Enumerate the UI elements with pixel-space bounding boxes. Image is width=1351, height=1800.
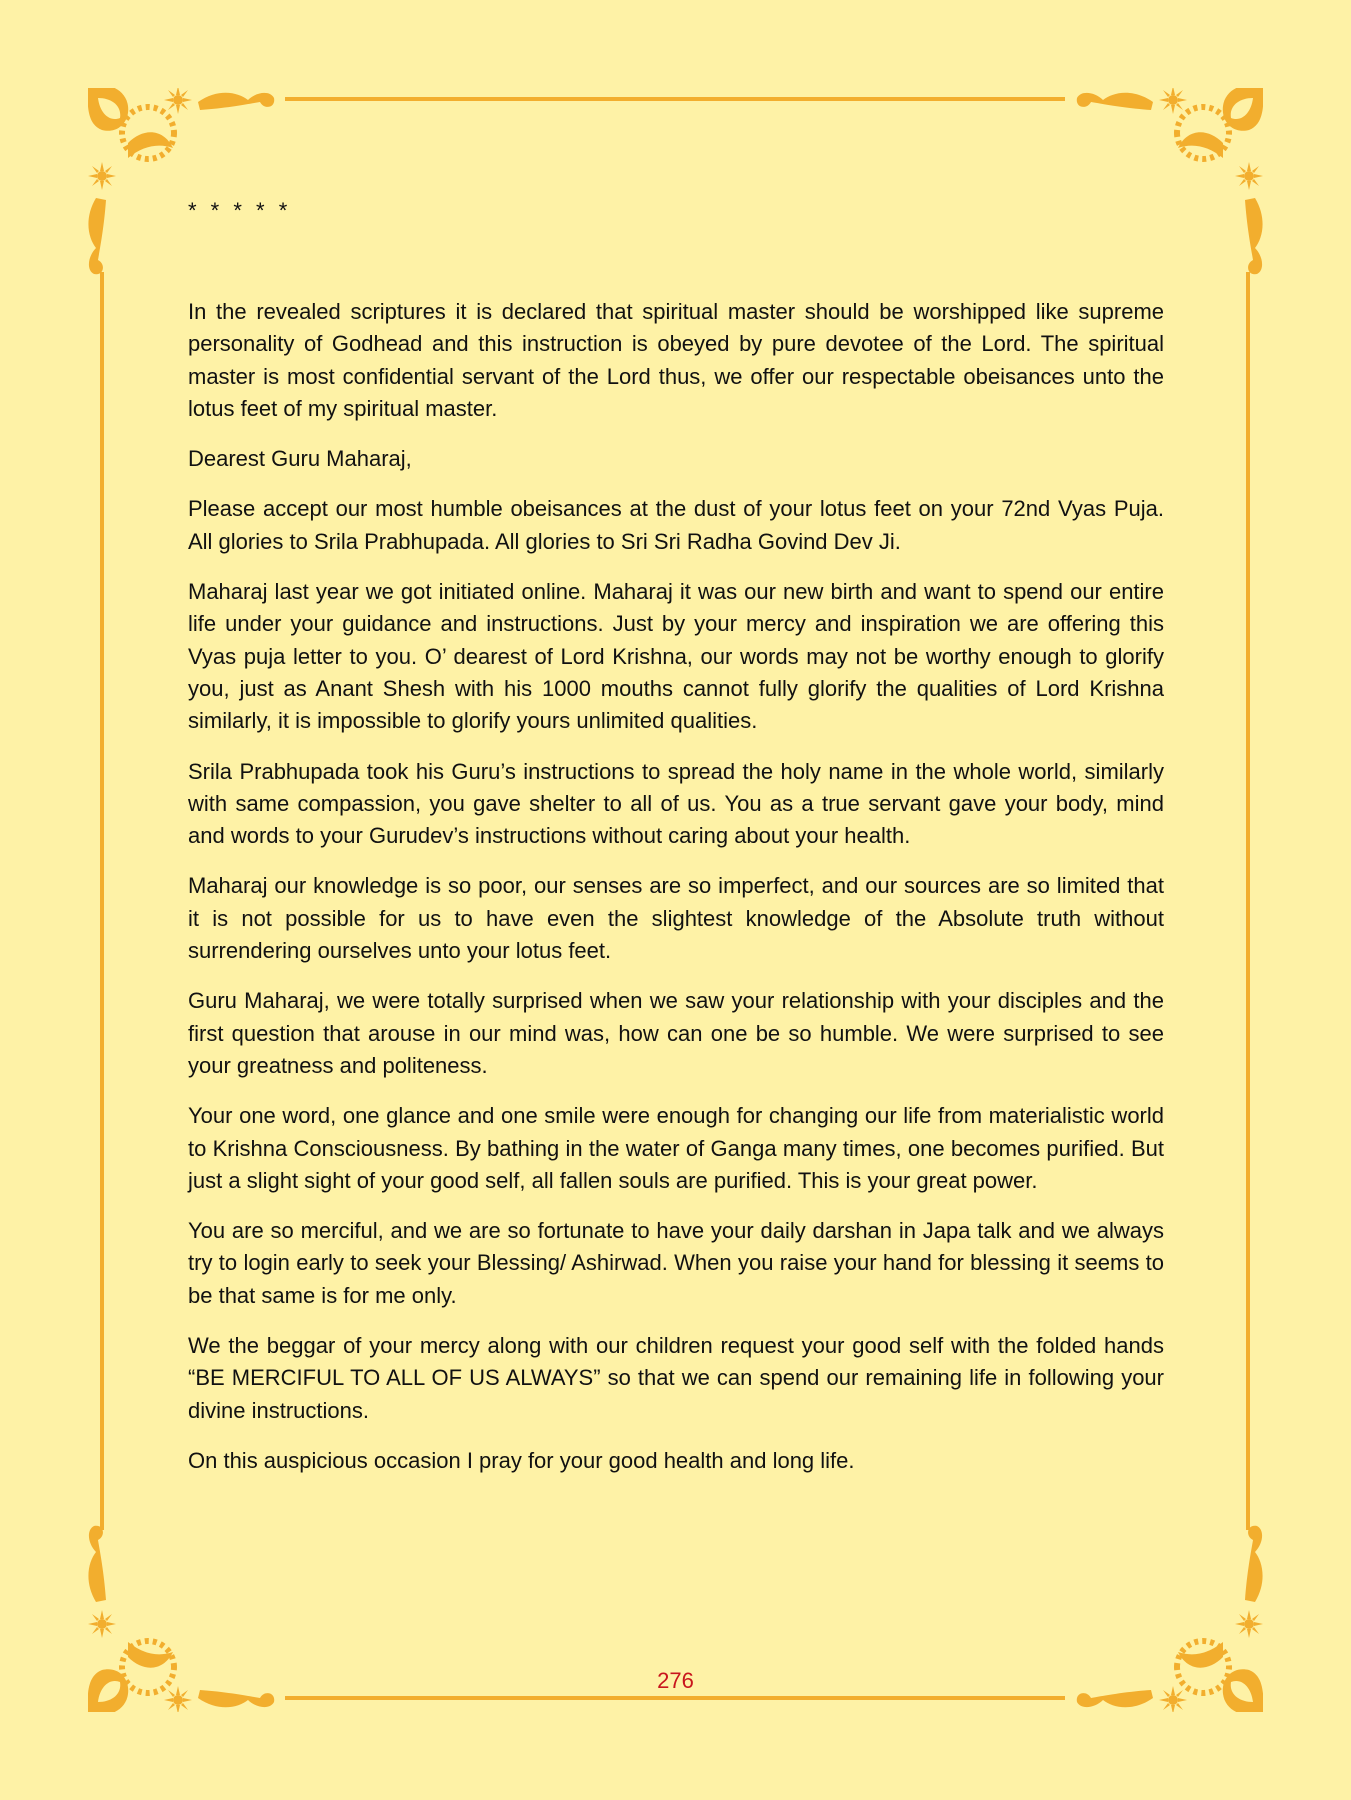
border-top-line <box>285 97 1065 101</box>
paragraph: Srila Prabhupada took his Guru’s instructions to spread the holy name in the whole world, similarly with same compassion, you gave shelter to all of us. You as a true servant gave your body, mind and words to your Gurudev’s instructions without caring about your health. <box>188 758 1164 849</box>
paragraph: Your one word, one glance and one smile were enough for changing our life from materialistic world to Krishna Consciousness. By bathing in the water of Ganga many times, one becomes purified. But just a slight sight of your good self, all fallen souls are purified. This is your great power. <box>188 1103 1164 1193</box>
paragraph: We the beggar of your mercy along with our children request your good self with the folded hands “BE MERCIFUL TO ALL OF US ALWAYS” so that we can spend our remaining life in following your divine instructions. <box>188 1333 1164 1423</box>
section-separator: * * * * * <box>188 198 292 223</box>
paragraph: On this auspicious occasion I pray for your good health and long life. <box>188 1447 855 1473</box>
letter-body <box>188 296 1164 1495</box>
corner-ornament-top-left-icon <box>88 88 288 288</box>
paragraph: Maharaj our knowledge is so poor, our senses are so imperfect, and our sources are so limited that it is not possible for us to have even the slightest knowledge of the Absolute truth without surrendering ourselves unto your lotus feet. <box>188 873 1164 964</box>
paragraph: Please accept our most humble obeisances at the dust of your lotus feet on your 72nd Vyas Puja. All glories to Srila Prabhupada. All glories to Sri Sri Radha Govind Dev Ji. <box>188 496 1164 554</box>
paragraph: You are so merciful, and we are so fortunate to have your daily darshan in Japa talk and we always try to login early to seek your Blessing/ Ashirwad. When you raise your hand for blessing it seems to be that same is for me only. <box>188 1218 1164 1308</box>
corner-ornament-top-right-icon <box>1063 88 1263 288</box>
salutation: Dearest Guru Maharaj, <box>188 446 412 472</box>
border-left-line <box>100 272 104 1530</box>
paragraph: In the revealed scriptures it is declared that spiritual master should be worshipped like supreme personality of Godhead and this instruction is obeyed by pure devotee of the Lord. The spiritual master is most confidential servant of the Lord thus, we offer our respectable obeisances unto the lotus feet of my spiritual master. <box>188 299 1164 421</box>
border-right-line <box>1246 272 1250 1530</box>
paragraph: Guru Maharaj, we were totally surprised when we saw your relationship with your disciples and the first question that arouse in our mind was, how can one be so humble. We were surprised to see your greatness and politeness. <box>188 988 1164 1078</box>
page-number: 276 <box>657 1668 694 1693</box>
border-bottom-line <box>285 1696 1065 1700</box>
paragraph: Maharaj last year we got initiated online. Maharaj it was our new birth and want to spend our entire life under your guidance and instructions. Just by your mercy and inspiration we are offering this Vyas puja letter to you. O’ dearest of Lord Krishna, our words may not be worthy enough to glorify you, just as Anant Shesh with his 1000 mouths cannot fully glorify the qualities of Lord Krishna similarly, it is impossible to glorify yours unlimited qualities. <box>188 579 1164 734</box>
